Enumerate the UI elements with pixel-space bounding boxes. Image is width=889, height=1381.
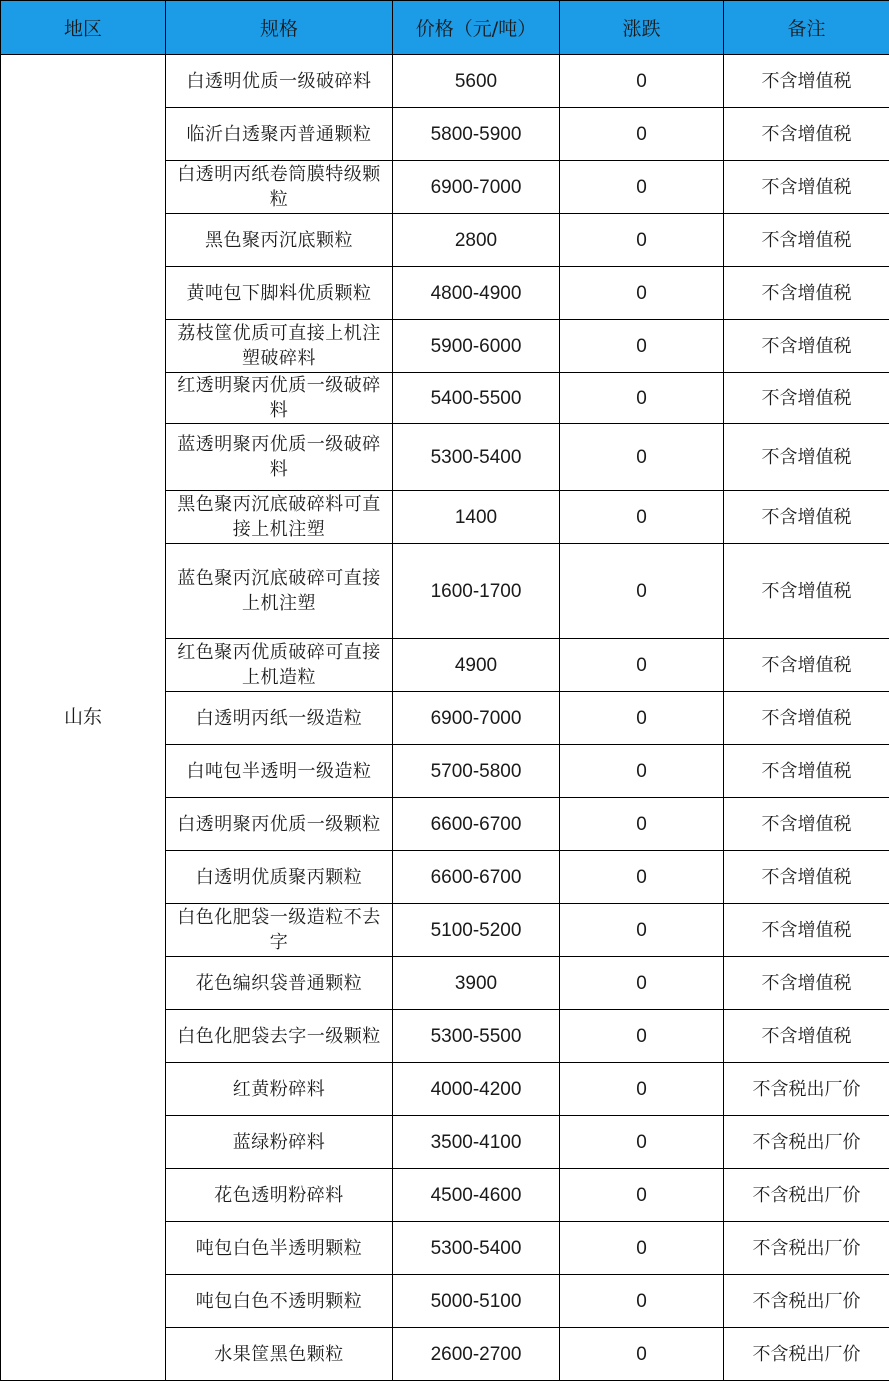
note-cell: 不含增值税: [724, 544, 889, 639]
header-region: 地区: [1, 1, 166, 55]
price-cell: 1400: [393, 491, 560, 544]
spec-cell: 黑色聚丙沉底破碎料可直接上机注塑: [166, 491, 393, 544]
spec-cell: 白透明聚丙优质一级颗粒: [166, 798, 393, 851]
spec-cell: 水果筐黑色颗粒: [166, 1328, 393, 1381]
change-cell: 0: [560, 1063, 724, 1116]
spec-cell: 白透明丙纸一级造粒: [166, 692, 393, 745]
note-cell: 不含增值税: [724, 491, 889, 544]
spec-cell: 白色化肥袋去字一级颗粒: [166, 1010, 393, 1063]
change-cell: 0: [560, 1116, 724, 1169]
change-cell: 0: [560, 544, 724, 639]
header-price: 价格（元/吨）: [393, 1, 560, 55]
price-cell: 5000-5100: [393, 1275, 560, 1328]
note-cell: 不含增值税: [724, 267, 889, 320]
price-cell: 4000-4200: [393, 1063, 560, 1116]
note-cell: 不含税出厂价: [724, 1169, 889, 1222]
note-cell: 不含增值税: [724, 55, 889, 108]
header-note: 备注: [724, 1, 889, 55]
price-cell: 4900: [393, 639, 560, 692]
spec-cell: 吨包白色半透明颗粒: [166, 1222, 393, 1275]
price-cell: 5600: [393, 55, 560, 108]
price-cell: 3900: [393, 957, 560, 1010]
note-cell: 不含税出厂价: [724, 1275, 889, 1328]
note-cell: 不含税出厂价: [724, 1116, 889, 1169]
spec-cell: 蓝绿粉碎料: [166, 1116, 393, 1169]
change-cell: 0: [560, 745, 724, 798]
note-cell: 不含增值税: [724, 798, 889, 851]
note-cell: 不含增值税: [724, 108, 889, 161]
note-cell: 不含增值税: [724, 373, 889, 424]
change-cell: 0: [560, 161, 724, 214]
change-cell: 0: [560, 1010, 724, 1063]
spec-cell: 红透明聚丙优质一级破碎料: [166, 373, 393, 424]
change-cell: 0: [560, 1169, 724, 1222]
price-cell: 6900-7000: [393, 161, 560, 214]
change-cell: 0: [560, 639, 724, 692]
price-cell: 5100-5200: [393, 904, 560, 957]
price-cell: 5300-5500: [393, 1010, 560, 1063]
spec-cell: 红黄粉碎料: [166, 1063, 393, 1116]
price-cell: 5800-5900: [393, 108, 560, 161]
change-cell: 0: [560, 798, 724, 851]
spec-cell: 荔枝筐优质可直接上机注塑破碎料: [166, 320, 393, 373]
price-cell: 5700-5800: [393, 745, 560, 798]
spec-cell: 红色聚丙优质破碎可直接上机造粒: [166, 639, 393, 692]
note-cell: 不含增值税: [724, 904, 889, 957]
price-cell: 5300-5400: [393, 1222, 560, 1275]
change-cell: 0: [560, 692, 724, 745]
spec-cell: 蓝透明聚丙优质一级破碎料: [166, 424, 393, 491]
region-cell: 山东: [1, 55, 166, 1381]
price-cell: 4500-4600: [393, 1169, 560, 1222]
price-cell: 1600-1700: [393, 544, 560, 639]
spec-cell: 临沂白透聚丙普通颗粒: [166, 108, 393, 161]
header-spec: 规格: [166, 1, 393, 55]
note-cell: 不含税出厂价: [724, 1063, 889, 1116]
spec-cell: 蓝色聚丙沉底破碎可直接上机注塑: [166, 544, 393, 639]
note-cell: 不含增值税: [724, 745, 889, 798]
note-cell: 不含税出厂价: [724, 1222, 889, 1275]
change-cell: 0: [560, 55, 724, 108]
spec-cell: 黑色聚丙沉底颗粒: [166, 214, 393, 267]
spec-cell: 花色透明粉碎料: [166, 1169, 393, 1222]
spec-cell: 白透明丙纸卷筒膜特级颗粒: [166, 161, 393, 214]
note-cell: 不含增值税: [724, 851, 889, 904]
price-cell: 6900-7000: [393, 692, 560, 745]
table-row: [1, 55, 889, 108]
price-cell: 6600-6700: [393, 851, 560, 904]
price-cell: 4800-4900: [393, 267, 560, 320]
spec-cell: 白透明优质一级破碎料: [166, 55, 393, 108]
price-cell: 2600-2700: [393, 1328, 560, 1381]
change-cell: 0: [560, 108, 724, 161]
price-cell: 5300-5400: [393, 424, 560, 491]
price-cell: 5400-5500: [393, 373, 560, 424]
note-cell: 不含税出厂价: [724, 1328, 889, 1381]
spec-cell: 白吨包半透明一级造粒: [166, 745, 393, 798]
price-cell: 6600-6700: [393, 798, 560, 851]
change-cell: 0: [560, 1275, 724, 1328]
change-cell: 0: [560, 373, 724, 424]
change-cell: 0: [560, 491, 724, 544]
change-cell: 0: [560, 957, 724, 1010]
spec-cell: 花色编织袋普通颗粒: [166, 957, 393, 1010]
note-cell: 不含增值税: [724, 957, 889, 1010]
header-change: 涨跌: [560, 1, 724, 55]
note-cell: 不含增值税: [724, 161, 889, 214]
spec-cell: 吨包白色不透明颗粒: [166, 1275, 393, 1328]
note-cell: 不含增值税: [724, 1010, 889, 1063]
change-cell: 0: [560, 1222, 724, 1275]
change-cell: 0: [560, 904, 724, 957]
spec-cell: 白透明优质聚丙颗粒: [166, 851, 393, 904]
price-cell: 5900-6000: [393, 320, 560, 373]
note-cell: 不含增值税: [724, 214, 889, 267]
change-cell: 0: [560, 1328, 724, 1381]
header-row: [1, 1, 889, 55]
note-cell: 不含增值税: [724, 424, 889, 491]
table-body: [1, 55, 889, 1381]
note-cell: 不含增值税: [724, 639, 889, 692]
change-cell: 0: [560, 214, 724, 267]
note-cell: 不含增值税: [724, 692, 889, 745]
change-cell: 0: [560, 320, 724, 373]
change-cell: 0: [560, 851, 724, 904]
spec-cell: 白色化肥袋一级造粒不去字: [166, 904, 393, 957]
table-header: [1, 1, 889, 55]
price-cell: 3500-4100: [393, 1116, 560, 1169]
change-cell: 0: [560, 424, 724, 491]
change-cell: 0: [560, 267, 724, 320]
price-cell: 2800: [393, 214, 560, 267]
note-cell: 不含增值税: [724, 320, 889, 373]
spec-cell: 黄吨包下脚料优质颗粒: [166, 267, 393, 320]
